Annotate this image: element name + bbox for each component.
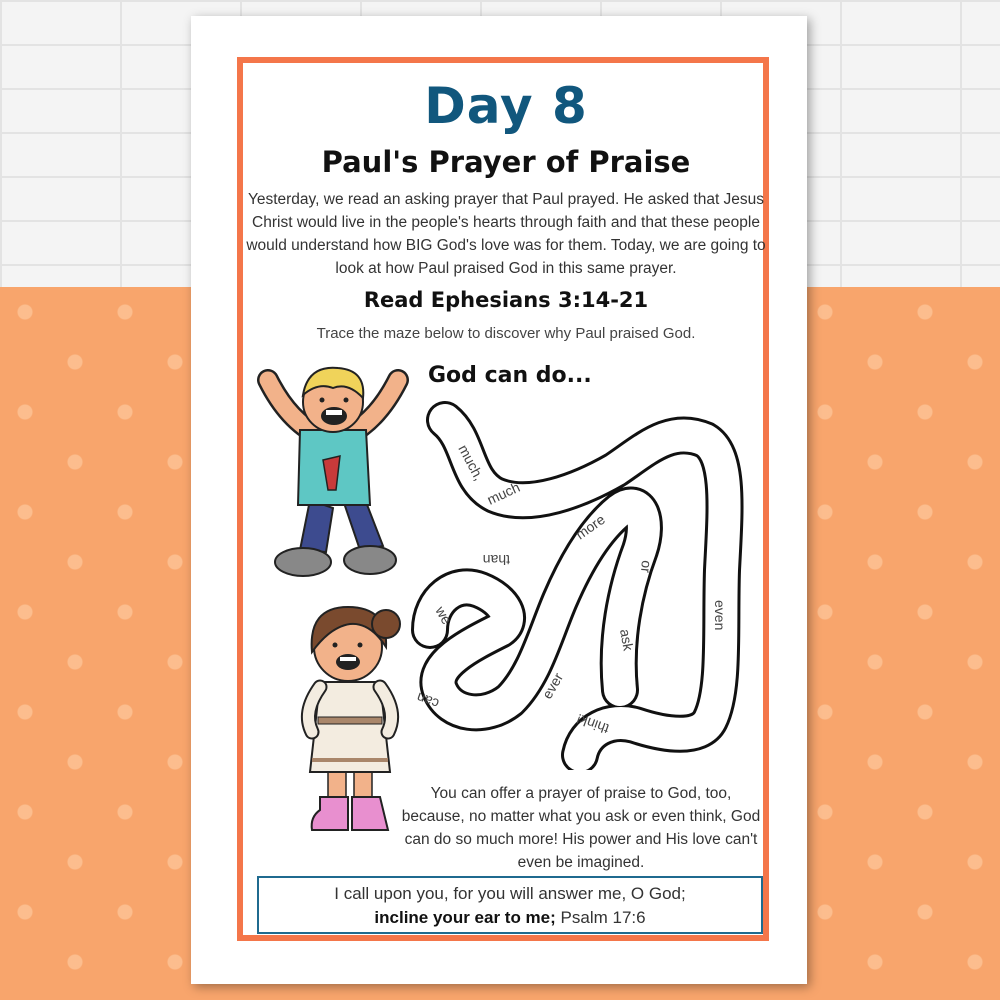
verse-line-2 [259, 906, 761, 930]
maze-word: think! [574, 710, 612, 738]
maze-word: even [712, 600, 728, 631]
closing-paragraph: You can offer a prayer of praise to God, too, because, no matter what you ask or even think, God can do so much more! His power and His love can't even be imagined. [401, 785, 761, 871]
girl-illustration [290, 592, 410, 837]
reading-heading: Read Ephesians 3:14-21 [363, 288, 649, 312]
day-title: Day 8 [424, 77, 588, 135]
verse-bold-text: incline your ear to me; [374, 908, 556, 927]
maze-heading: God can do... [428, 363, 592, 388]
word-maze [410, 400, 760, 770]
boy-illustration [248, 360, 418, 585]
maze-instruction: Trace the maze below to discover why Paul praised God. [316, 325, 696, 342]
verse-reference: Psalm 17:6 [560, 908, 646, 927]
lesson-title: Paul's Prayer of Praise [321, 145, 691, 179]
maze-word: much [484, 478, 523, 508]
verse-line-1: I call upon you, for you will answer me, O God; [334, 884, 686, 903]
maze-word: ever [538, 669, 567, 702]
maze-word: ask [617, 627, 637, 652]
maze-word: we [432, 603, 456, 628]
maze-word: can [414, 689, 442, 713]
verse-box [257, 876, 763, 934]
maze-word: more [572, 511, 608, 543]
maze-word: much, [455, 441, 488, 484]
intro-paragraph: Yesterday, we read an asking prayer that Paul prayed. He asked that Jesus Christ would live in the people's hearts through faith and that these people would understand how BIG God's love was for them. Today, we are going to look at how Paul praised God in this same prayer. [246, 191, 766, 277]
maze-word: than [482, 552, 510, 568]
maze-word: or [637, 559, 655, 574]
